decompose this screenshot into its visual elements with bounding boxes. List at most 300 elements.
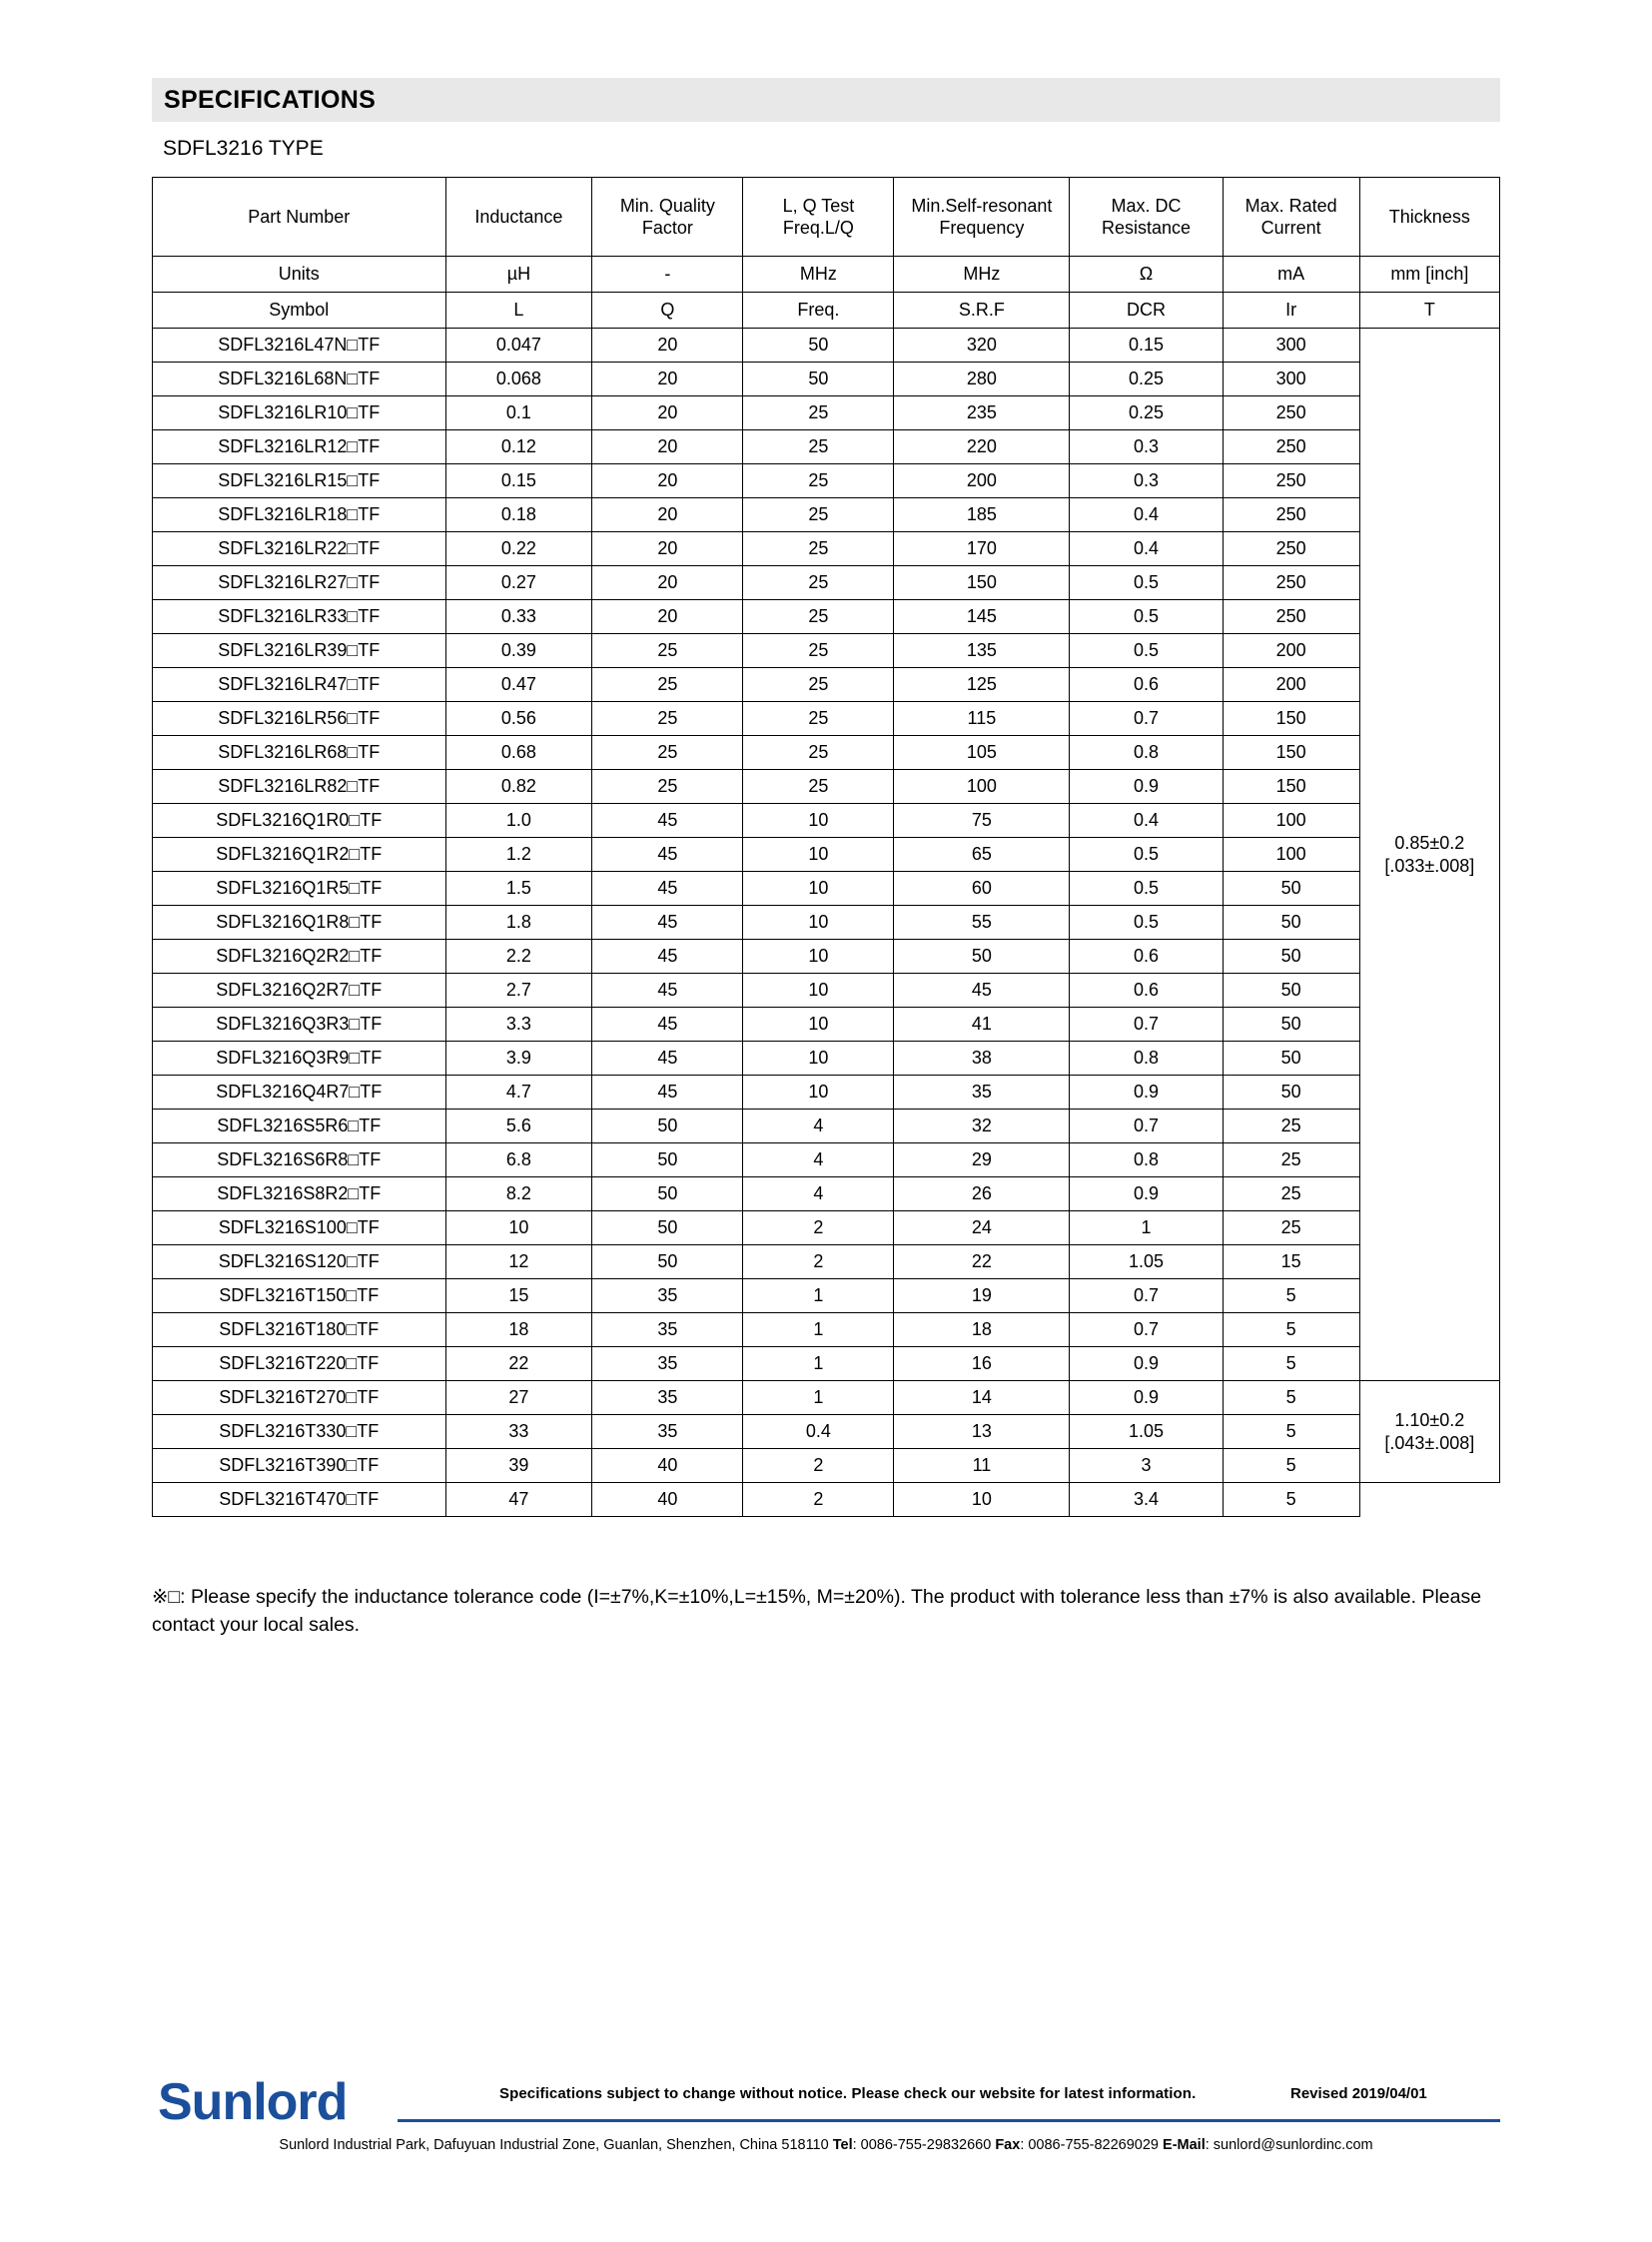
cell-srf: 170	[894, 532, 1070, 566]
cell-dcr: 1	[1070, 1211, 1223, 1245]
cell-rated-current: 200	[1223, 668, 1359, 702]
units-inductance: µH	[445, 257, 592, 293]
cell-srf: 14	[894, 1381, 1070, 1415]
cell-quality-factor: 50	[592, 1110, 743, 1143]
table-row	[153, 804, 1500, 838]
cell-dcr: 0.3	[1070, 464, 1223, 498]
cell-test-frequency: 25	[743, 396, 894, 430]
cell-test-frequency: 2	[743, 1483, 894, 1517]
cell-quality-factor: 35	[592, 1279, 743, 1313]
cell-rated-current: 5	[1223, 1381, 1359, 1415]
header-lq-test-freq	[743, 178, 894, 257]
cell-dcr: 0.9	[1070, 1381, 1223, 1415]
specifications-table	[152, 177, 1500, 1517]
header-quality-line2: Factor	[641, 218, 693, 238]
table-row	[153, 498, 1500, 532]
cell-quality-factor: 25	[592, 634, 743, 668]
cell-rated-current: 250	[1223, 566, 1359, 600]
cell-thickness	[1359, 1381, 1499, 1483]
cell-rated-current: 250	[1223, 430, 1359, 464]
table-row	[153, 1313, 1500, 1347]
cell-quality-factor: 20	[592, 532, 743, 566]
cell-quality-factor: 20	[592, 566, 743, 600]
table-body	[153, 329, 1500, 1517]
cell-inductance: 18	[445, 1313, 592, 1347]
cell-rated-current: 25	[1223, 1177, 1359, 1211]
symbol-ir: Ir	[1223, 293, 1359, 329]
cell-test-frequency: 25	[743, 430, 894, 464]
table-row	[153, 329, 1500, 363]
table-head	[153, 178, 1500, 329]
cell-part-number: SDFL3216S100□TF	[153, 1211, 446, 1245]
cell-part-number: SDFL3216LR82□TF	[153, 770, 446, 804]
header-ir-line2: Current	[1260, 218, 1321, 238]
footer-divider	[398, 2119, 1500, 2122]
cell-dcr: 0.15	[1070, 329, 1223, 363]
table-row	[153, 1279, 1500, 1313]
header-ir-line1: Max. Rated	[1244, 195, 1337, 216]
cell-dcr: 0.3	[1070, 430, 1223, 464]
type-subtitle: SDFL3216 TYPE	[163, 137, 324, 160]
cell-srf: 320	[894, 329, 1070, 363]
table-row	[153, 464, 1500, 498]
cell-test-frequency: 25	[743, 736, 894, 770]
footer-fax-label: Fax	[995, 2137, 1021, 2153]
cell-dcr: 0.7	[1070, 1313, 1223, 1347]
table-units-row	[153, 257, 1500, 293]
header-self-resonant-frequency	[894, 178, 1070, 257]
cell-test-frequency: 0.4	[743, 1415, 894, 1449]
footer-fax: : 0086-755-82269029	[1020, 2137, 1164, 2153]
cell-quality-factor: 20	[592, 600, 743, 634]
cell-test-frequency: 10	[743, 940, 894, 974]
units-freq: MHz	[743, 257, 894, 293]
cell-part-number: SDFL3216S5R6□TF	[153, 1110, 446, 1143]
cell-quality-factor: 35	[592, 1313, 743, 1347]
cell-quality-factor: 40	[592, 1449, 743, 1483]
cell-srf: 280	[894, 363, 1070, 396]
cell-test-frequency: 2	[743, 1245, 894, 1279]
cell-quality-factor: 20	[592, 363, 743, 396]
units-q: -	[592, 257, 743, 293]
cell-dcr: 0.6	[1070, 668, 1223, 702]
cell-inductance: 5.6	[445, 1110, 592, 1143]
cell-test-frequency: 25	[743, 464, 894, 498]
cell-part-number: SDFL3216Q3R9□TF	[153, 1042, 446, 1076]
table-row	[153, 396, 1500, 430]
cell-part-number: SDFL3216L47N□TF	[153, 329, 446, 363]
cell-rated-current: 50	[1223, 940, 1359, 974]
cell-srf: 200	[894, 464, 1070, 498]
cell-rated-current: 5	[1223, 1483, 1359, 1517]
cell-test-frequency: 1	[743, 1381, 894, 1415]
cell-rated-current: 5	[1223, 1313, 1359, 1347]
cell-part-number: SDFL3216T470□TF	[153, 1483, 446, 1517]
header-srf-line1: Min.Self-resonant	[911, 195, 1053, 216]
table-row	[153, 430, 1500, 464]
cell-test-frequency: 10	[743, 838, 894, 872]
cell-test-frequency: 50	[743, 363, 894, 396]
cell-inductance: 0.18	[445, 498, 592, 532]
cell-part-number: SDFL3216Q3R3□TF	[153, 1008, 446, 1042]
cell-test-frequency: 1	[743, 1347, 894, 1381]
cell-dcr: 0.5	[1070, 872, 1223, 906]
cell-part-number: SDFL3216LR68□TF	[153, 736, 446, 770]
cell-dcr: 0.7	[1070, 1279, 1223, 1313]
cell-srf: 145	[894, 600, 1070, 634]
cell-quality-factor: 45	[592, 974, 743, 1008]
table-row	[153, 1211, 1500, 1245]
cell-dcr: 0.8	[1070, 1143, 1223, 1177]
table-row	[153, 1143, 1500, 1177]
cell-rated-current: 200	[1223, 634, 1359, 668]
cell-part-number: SDFL3216LR39□TF	[153, 634, 446, 668]
footer-tel-label: Tel	[832, 2137, 853, 2153]
cell-dcr: 0.9	[1070, 1177, 1223, 1211]
cell-inductance: 4.7	[445, 1076, 592, 1110]
cell-part-number: SDFL3216L68N□TF	[153, 363, 446, 396]
header-part-number: Part Number	[153, 178, 446, 257]
cell-quality-factor: 25	[592, 702, 743, 736]
cell-part-number: SDFL3216T150□TF	[153, 1279, 446, 1313]
tolerance-note: ※□: Please specify the inductance tolerance code (I=±7%,K=±10%,L=±15%, M=±20%). The product with tolerance less than ±7% is also available. Please contact your local sales.	[152, 1586, 1482, 1637]
cell-inductance: 0.39	[445, 634, 592, 668]
cell-srf: 125	[894, 668, 1070, 702]
cell-rated-current: 50	[1223, 1076, 1359, 1110]
cell-dcr: 3	[1070, 1449, 1223, 1483]
cell-quality-factor: 50	[592, 1211, 743, 1245]
cell-rated-current: 250	[1223, 532, 1359, 566]
cell-test-frequency: 2	[743, 1449, 894, 1483]
cell-dcr: 0.25	[1070, 363, 1223, 396]
cell-inductance: 12	[445, 1245, 592, 1279]
table-row	[153, 566, 1500, 600]
cell-dcr: 0.9	[1070, 1076, 1223, 1110]
cell-test-frequency: 4	[743, 1143, 894, 1177]
cell-part-number: SDFL3216T390□TF	[153, 1449, 446, 1483]
cell-inductance: 0.27	[445, 566, 592, 600]
cell-rated-current: 250	[1223, 498, 1359, 532]
cell-inductance: 2.2	[445, 940, 592, 974]
cell-quality-factor: 45	[592, 906, 743, 940]
cell-quality-factor: 45	[592, 1076, 743, 1110]
cell-quality-factor: 35	[592, 1381, 743, 1415]
cell-srf: 16	[894, 1347, 1070, 1381]
cell-part-number: SDFL3216Q1R8□TF	[153, 906, 446, 940]
cell-inductance: 33	[445, 1415, 592, 1449]
cell-dcr: 0.4	[1070, 804, 1223, 838]
cell-test-frequency: 1	[743, 1313, 894, 1347]
cell-inductance: 0.56	[445, 702, 592, 736]
cell-test-frequency: 10	[743, 872, 894, 906]
cell-rated-current: 150	[1223, 702, 1359, 736]
cell-test-frequency: 50	[743, 329, 894, 363]
cell-test-frequency: 10	[743, 906, 894, 940]
thickness-mm: 1.10±0.2	[1394, 1410, 1465, 1430]
cell-dcr: 0.5	[1070, 906, 1223, 940]
cell-quality-factor: 45	[592, 872, 743, 906]
cell-inductance: 0.047	[445, 329, 592, 363]
table-row	[153, 974, 1500, 1008]
cell-dcr: 0.5	[1070, 600, 1223, 634]
cell-srf: 105	[894, 736, 1070, 770]
cell-rated-current: 50	[1223, 906, 1359, 940]
cell-srf: 100	[894, 770, 1070, 804]
cell-rated-current: 5	[1223, 1279, 1359, 1313]
cell-rated-current: 15	[1223, 1245, 1359, 1279]
cell-test-frequency: 10	[743, 1042, 894, 1076]
cell-dcr: 1.05	[1070, 1415, 1223, 1449]
cell-quality-factor: 20	[592, 498, 743, 532]
cell-quality-factor: 20	[592, 430, 743, 464]
cell-dcr: 0.6	[1070, 940, 1223, 974]
cell-dcr: 1.05	[1070, 1245, 1223, 1279]
units-label: Units	[153, 257, 446, 293]
cell-test-frequency: 10	[743, 1008, 894, 1042]
cell-srf: 10	[894, 1483, 1070, 1517]
cell-dcr: 0.5	[1070, 838, 1223, 872]
cell-inductance: 1.0	[445, 804, 592, 838]
table-row	[153, 736, 1500, 770]
table-row	[153, 532, 1500, 566]
cell-test-frequency: 25	[743, 600, 894, 634]
cell-test-frequency: 25	[743, 566, 894, 600]
header-dc-resistance	[1070, 178, 1223, 257]
cell-inductance: 0.68	[445, 736, 592, 770]
cell-test-frequency: 25	[743, 634, 894, 668]
cell-srf: 32	[894, 1110, 1070, 1143]
cell-srf: 24	[894, 1211, 1070, 1245]
cell-quality-factor: 25	[592, 668, 743, 702]
cell-inductance: 0.47	[445, 668, 592, 702]
cell-part-number: SDFL3216T270□TF	[153, 1381, 446, 1415]
footer-email-label: E-Mail	[1163, 2137, 1206, 2153]
cell-srf: 50	[894, 940, 1070, 974]
cell-rated-current: 300	[1223, 363, 1359, 396]
cell-srf: 35	[894, 1076, 1070, 1110]
table-row	[153, 1076, 1500, 1110]
cell-dcr: 0.4	[1070, 498, 1223, 532]
cell-dcr: 0.6	[1070, 974, 1223, 1008]
cell-quality-factor: 20	[592, 329, 743, 363]
footer-address: Sunlord Industrial Park, Dafuyuan Industrial Zone, Guanlan, Shenzhen, China 518110	[279, 2137, 833, 2153]
cell-srf: 60	[894, 872, 1070, 906]
cell-quality-factor: 45	[592, 940, 743, 974]
cell-inductance: 1.8	[445, 906, 592, 940]
cell-dcr: 0.8	[1070, 736, 1223, 770]
cell-dcr: 0.9	[1070, 1347, 1223, 1381]
table-row	[153, 1177, 1500, 1211]
cell-quality-factor: 50	[592, 1143, 743, 1177]
footer-disclaimer: Specifications subject to change without notice. Please check our website for latest information.	[499, 2085, 1197, 2102]
cell-srf: 13	[894, 1415, 1070, 1449]
cell-quality-factor: 45	[592, 838, 743, 872]
cell-dcr: 0.7	[1070, 702, 1223, 736]
cell-srf: 22	[894, 1245, 1070, 1279]
cell-test-frequency: 4	[743, 1177, 894, 1211]
table-header-row	[153, 178, 1500, 257]
cell-rated-current: 150	[1223, 770, 1359, 804]
cell-srf: 220	[894, 430, 1070, 464]
cell-inductance: 3.3	[445, 1008, 592, 1042]
cell-inductance: 15	[445, 1279, 592, 1313]
cell-quality-factor: 45	[592, 1008, 743, 1042]
header-quality-factor	[592, 178, 743, 257]
cell-srf: 19	[894, 1279, 1070, 1313]
cell-rated-current: 5	[1223, 1415, 1359, 1449]
cell-rated-current: 25	[1223, 1143, 1359, 1177]
cell-srf: 38	[894, 1042, 1070, 1076]
cell-inductance: 39	[445, 1449, 592, 1483]
cell-inductance: 0.1	[445, 396, 592, 430]
page-title: SPECIFICATIONS	[164, 85, 377, 114]
cell-test-frequency: 10	[743, 1076, 894, 1110]
table-row	[153, 838, 1500, 872]
header-lq-line1: L, Q Test	[782, 195, 855, 216]
cell-part-number: SDFL3216Q1R5□TF	[153, 872, 446, 906]
cell-test-frequency: 25	[743, 702, 894, 736]
cell-inductance: 47	[445, 1483, 592, 1517]
cell-part-number: SDFL3216Q2R2□TF	[153, 940, 446, 974]
cell-thickness	[1359, 329, 1499, 1381]
cell-rated-current: 25	[1223, 1211, 1359, 1245]
cell-test-frequency: 25	[743, 532, 894, 566]
cell-part-number: SDFL3216T330□TF	[153, 1415, 446, 1449]
table-row	[153, 1110, 1500, 1143]
cell-test-frequency: 25	[743, 668, 894, 702]
table-row	[153, 1415, 1500, 1449]
cell-rated-current: 250	[1223, 600, 1359, 634]
cell-test-frequency: 25	[743, 498, 894, 532]
footer-email: : sunlord@sunlordinc.com	[1205, 2137, 1373, 2153]
cell-quality-factor: 40	[592, 1483, 743, 1517]
cell-part-number: SDFL3216LR15□TF	[153, 464, 446, 498]
cell-srf: 41	[894, 1008, 1070, 1042]
cell-quality-factor: 50	[592, 1245, 743, 1279]
table-row	[153, 702, 1500, 736]
cell-test-frequency: 25	[743, 770, 894, 804]
cell-quality-factor: 35	[592, 1415, 743, 1449]
cell-part-number: SDFL3216LR10□TF	[153, 396, 446, 430]
units-ir: mA	[1223, 257, 1359, 293]
cell-part-number: SDFL3216T220□TF	[153, 1347, 446, 1381]
cell-dcr: 0.7	[1070, 1008, 1223, 1042]
cell-part-number: SDFL3216Q2R7□TF	[153, 974, 446, 1008]
header-thickness: Thickness	[1359, 178, 1499, 257]
header-srf-line2: Frequency	[939, 218, 1025, 238]
cell-part-number: SDFL3216S120□TF	[153, 1245, 446, 1279]
cell-srf: 18	[894, 1313, 1070, 1347]
cell-inductance: 0.33	[445, 600, 592, 634]
cell-rated-current: 25	[1223, 1110, 1359, 1143]
table-row	[153, 363, 1500, 396]
cell-dcr: 3.4	[1070, 1483, 1223, 1517]
cell-quality-factor: 35	[592, 1347, 743, 1381]
symbol-srf: S.R.F	[894, 293, 1070, 329]
cell-inductance: 6.8	[445, 1143, 592, 1177]
cell-rated-current: 150	[1223, 736, 1359, 770]
table-row	[153, 668, 1500, 702]
cell-srf: 26	[894, 1177, 1070, 1211]
cell-srf: 115	[894, 702, 1070, 736]
cell-quality-factor: 25	[592, 736, 743, 770]
cell-inductance: 1.2	[445, 838, 592, 872]
table-row	[153, 940, 1500, 974]
cell-inductance: 22	[445, 1347, 592, 1381]
cell-part-number: SDFL3216S8R2□TF	[153, 1177, 446, 1211]
header-inductance: Inductance	[445, 178, 592, 257]
cell-test-frequency: 10	[743, 974, 894, 1008]
cell-rated-current: 100	[1223, 838, 1359, 872]
cell-quality-factor: 20	[592, 464, 743, 498]
table-row	[153, 872, 1500, 906]
cell-dcr: 0.4	[1070, 532, 1223, 566]
header-dcr-line2: Resistance	[1101, 218, 1191, 238]
table-row	[153, 770, 1500, 804]
cell-inductance: 1.5	[445, 872, 592, 906]
cell-part-number: SDFL3216Q4R7□TF	[153, 1076, 446, 1110]
symbol-q: Q	[592, 293, 743, 329]
cell-inductance: 0.12	[445, 430, 592, 464]
cell-srf: 29	[894, 1143, 1070, 1177]
thickness-mm: 0.85±0.2	[1394, 833, 1465, 853]
cell-inductance: 8.2	[445, 1177, 592, 1211]
table-row	[153, 1449, 1500, 1483]
cell-inductance: 27	[445, 1381, 592, 1415]
cell-part-number: SDFL3216LR27□TF	[153, 566, 446, 600]
footer-revision: Revised 2019/04/01	[1290, 2085, 1427, 2102]
company-logo: Sunlord	[158, 2073, 348, 2131]
table-row	[153, 1008, 1500, 1042]
symbol-thickness: T	[1359, 293, 1499, 329]
symbol-freq: Freq.	[743, 293, 894, 329]
units-dcr: Ω	[1070, 257, 1223, 293]
cell-srf: 11	[894, 1449, 1070, 1483]
cell-part-number: SDFL3216LR33□TF	[153, 600, 446, 634]
table-row	[153, 634, 1500, 668]
cell-part-number: SDFL3216LR47□TF	[153, 668, 446, 702]
cell-quality-factor: 45	[592, 804, 743, 838]
cell-srf: 65	[894, 838, 1070, 872]
symbol-dcr: DCR	[1070, 293, 1223, 329]
cell-rated-current: 5	[1223, 1449, 1359, 1483]
thickness-inch: [.043±.008]	[1384, 1432, 1475, 1453]
cell-test-frequency: 1	[743, 1279, 894, 1313]
cell-test-frequency: 4	[743, 1110, 894, 1143]
table-row	[153, 906, 1500, 940]
cell-rated-current: 300	[1223, 329, 1359, 363]
header-dcr-line1: Max. DC	[1111, 195, 1182, 216]
cell-dcr: 0.7	[1070, 1110, 1223, 1143]
cell-rated-current: 250	[1223, 464, 1359, 498]
section-header-bar	[152, 78, 1500, 122]
cell-inductance: 0.068	[445, 363, 592, 396]
symbol-label: Symbol	[153, 293, 446, 329]
cell-inductance: 2.7	[445, 974, 592, 1008]
cell-part-number: SDFL3216S6R8□TF	[153, 1143, 446, 1177]
units-thickness: mm [inch]	[1359, 257, 1499, 293]
cell-inductance: 3.9	[445, 1042, 592, 1076]
cell-rated-current: 5	[1223, 1347, 1359, 1381]
footer-contact	[0, 2137, 1652, 2153]
cell-part-number: SDFL3216Q1R0□TF	[153, 804, 446, 838]
cell-dcr: 0.5	[1070, 566, 1223, 600]
cell-dcr: 0.8	[1070, 1042, 1223, 1076]
cell-rated-current: 50	[1223, 974, 1359, 1008]
cell-part-number: SDFL3216LR12□TF	[153, 430, 446, 464]
cell-part-number: SDFL3216Q1R2□TF	[153, 838, 446, 872]
cell-rated-current: 100	[1223, 804, 1359, 838]
